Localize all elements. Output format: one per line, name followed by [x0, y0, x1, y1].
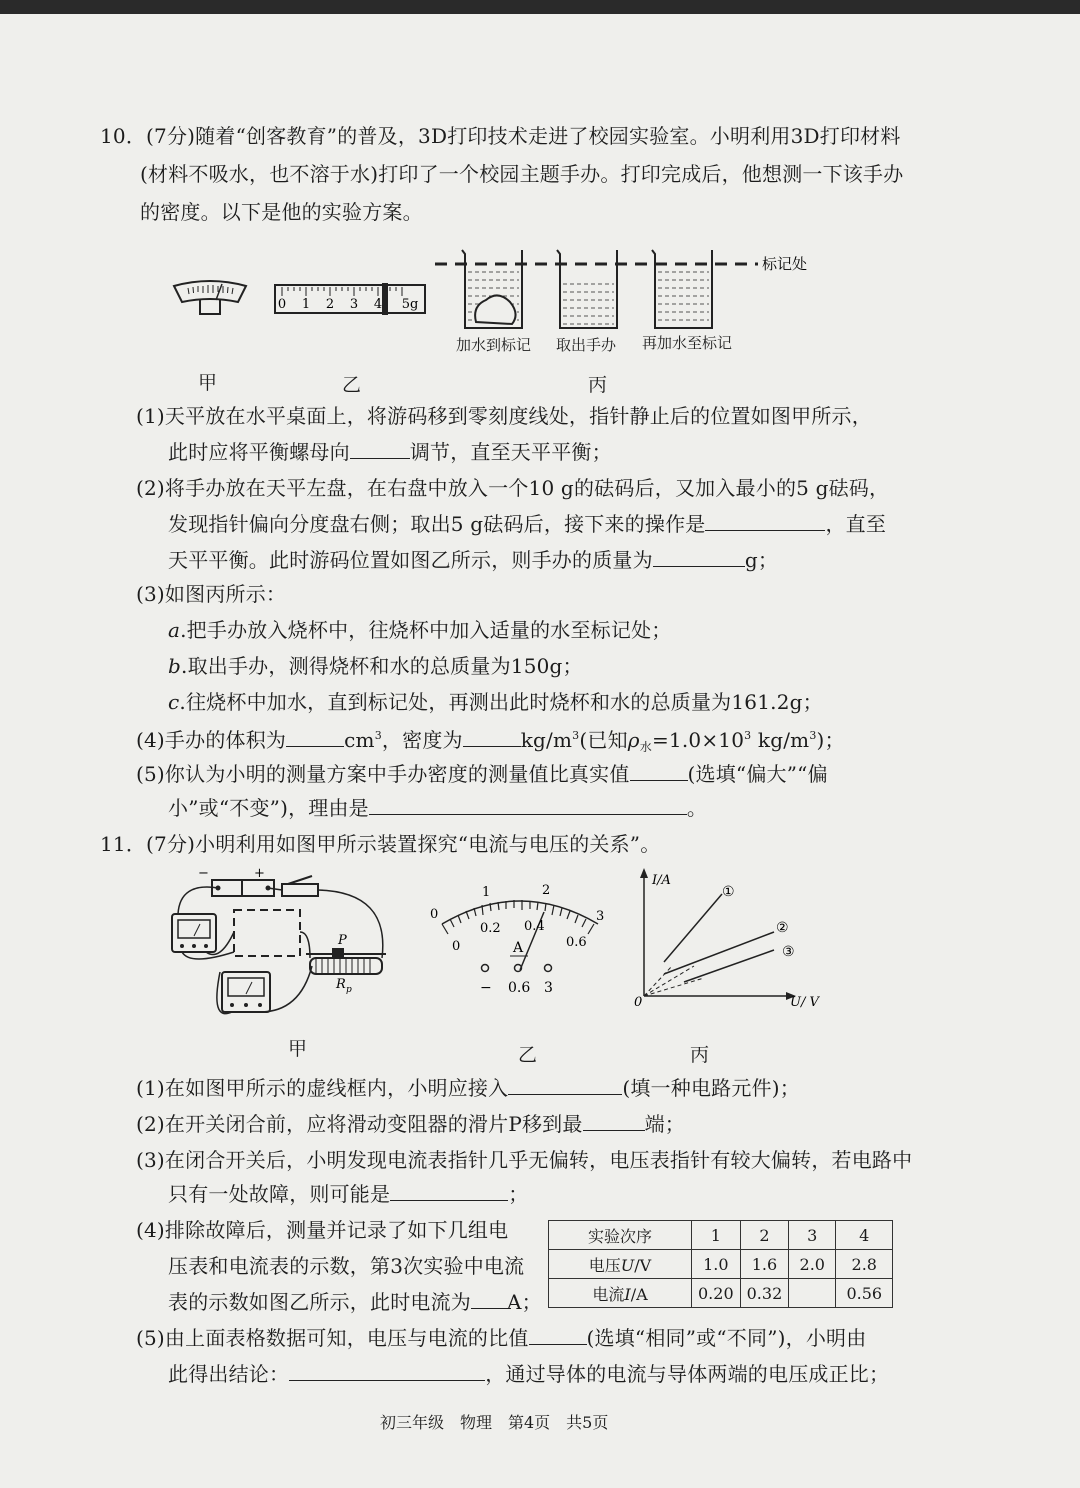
- dial-bottom-tick: 0.2: [480, 921, 501, 936]
- row-label-voltage: 电压U/V: [549, 1250, 692, 1279]
- voltmeter-icon: [222, 972, 270, 1012]
- q10-part2-line2: 发现指针偏向分度盘右侧；取出5 g砝码后，接下来的操作是 ，直至: [168, 512, 887, 536]
- q10-stem-line-2: (材料不吸水，也不溶于水)打印了一个校园主题手办。打印完成后，他想测一下该手办: [140, 162, 904, 186]
- beakers: [435, 250, 807, 328]
- q10-part2-line1: (2)将手办放在天平左盘，在右盘中放入一个10 g的砝码后，又加入最小的5 g砝码，: [136, 476, 890, 500]
- graph-line-label: ③: [782, 944, 795, 960]
- q10-part3: (3)如图丙所示：: [136, 582, 287, 606]
- rheostat-icon: [306, 948, 386, 974]
- answer-blank[interactable]: [463, 726, 521, 747]
- measurement-table: [548, 1220, 893, 1308]
- battery-minus: −: [198, 866, 209, 881]
- page-footer: 初三年级 物理 第4页 共5页: [380, 1413, 609, 1432]
- q10-part3-b: b.取出手办，测得烧杯和水的总质量为150g；: [168, 654, 583, 678]
- beaker-caption-a: 加水到标记: [456, 336, 532, 354]
- ruler-tick-label: 1: [301, 297, 311, 312]
- graph-line-2: [664, 932, 774, 974]
- q10-part2-line3: 天平平衡。此时游码位置如图乙所示，则手办的质量为 g；: [168, 548, 779, 572]
- table-cell: 2.0: [789, 1250, 836, 1279]
- table-row: [549, 1279, 893, 1308]
- table-header: 2: [740, 1221, 789, 1250]
- table-cell: [789, 1279, 836, 1308]
- scan-top-edge: [0, 0, 1080, 14]
- q11-stem: 11．(7分)小明利用如图甲所示装置探究“电流与电压的关系”。: [100, 832, 661, 856]
- switch-icon: [282, 876, 318, 896]
- dial-bottom-tick: 0.6: [566, 935, 587, 950]
- answer-blank[interactable]: [630, 760, 688, 781]
- answer-blank[interactable]: [508, 1074, 622, 1095]
- table-cell: 2.8: [836, 1250, 893, 1279]
- dial-unit: A: [513, 940, 524, 956]
- q11-part4-line1: (4)排除故障后，测量并记录了如下几组电: [136, 1218, 509, 1242]
- q11-part5-line2: 此得出结论： ，通过导体的电流与导体两端的电压成正比；: [168, 1362, 890, 1386]
- q11-fig-label-yi: 乙: [518, 1044, 538, 1066]
- q11-part4-line2: 压表和电流表的示数，第3次实验中电流: [168, 1254, 525, 1278]
- beaker-caption-c: 再加水至标记: [642, 334, 733, 352]
- graph-line-label: ①: [722, 884, 735, 900]
- q11-part2: (2)在开关闭合前，应将滑动变阻器的滑片P移到最 端；: [136, 1112, 685, 1136]
- table-row: [549, 1250, 893, 1279]
- q11-ammeter-dial: [420, 870, 620, 1010]
- q10-stem-line-3: 的密度。以下是他的实验方案。: [140, 200, 423, 224]
- answer-blank[interactable]: [286, 726, 344, 747]
- mark-label: 标记处: [762, 255, 808, 273]
- y-axis-label: I/A: [652, 873, 671, 888]
- rheostat-label: R: [336, 977, 346, 992]
- ruler-tick-label: 3: [349, 297, 359, 312]
- q10-part4: (4)手办的体积为 $cm^3$，密度为 $kg/m^3$(已知$\rho_水=1.0\times 10^3$ $kg/m^3$)；: [136, 728, 845, 754]
- battery-icon: [212, 880, 274, 896]
- answer-blank[interactable]: [653, 546, 745, 567]
- answer-blank[interactable]: [289, 1360, 485, 1381]
- fig-label-yi: 乙: [342, 374, 362, 396]
- q10-part5-line1: (5)你认为小明的测量方案中手办密度的测量值比真实值 (选填“偏大”“偏: [136, 762, 828, 786]
- origin-label: 0: [634, 995, 643, 1010]
- x-axis-label: U/ V: [790, 995, 819, 1010]
- table-cell: 0.20: [692, 1279, 741, 1308]
- row-label-current: 电流I/A: [549, 1279, 692, 1308]
- q10-stem-line-1: 10．(7分)随着“创客教育”的普及，3D打印技术走进了校园实验室。小明利用3D打印材料: [100, 124, 901, 148]
- answer-blank[interactable]: [529, 1324, 587, 1345]
- rheostat-subscript: p: [346, 985, 352, 995]
- answer-blank[interactable]: [705, 510, 825, 531]
- q11-fig-label-bing: 丙: [690, 1044, 710, 1066]
- dial-top-tick: 3: [596, 909, 605, 924]
- battery-plus: +: [254, 866, 265, 881]
- dial-top-tick: 2: [542, 883, 551, 898]
- q11-iu-graph: [624, 866, 834, 1014]
- q11-circuit-figure: [160, 862, 400, 1032]
- terminal-label: −: [480, 980, 492, 996]
- table-cell: 1.6: [740, 1250, 789, 1279]
- graph-line-1: [664, 894, 722, 962]
- q11-part1: (1)在如图甲所示的虚线框内，小明应接入 (填一种电路元件)；: [136, 1076, 800, 1100]
- ruler-tick-label: 2: [325, 297, 335, 312]
- ruler-tick-label: 5g: [401, 297, 419, 312]
- dial-top-tick: 1: [482, 885, 491, 900]
- dashed-component-box: [234, 910, 300, 956]
- slider-label: P: [338, 933, 347, 948]
- answer-blank[interactable]: [471, 1288, 507, 1309]
- dial-bottom-tick: 0.4: [524, 919, 545, 934]
- table-header: 实验次序: [549, 1221, 692, 1250]
- answer-blank[interactable]: [583, 1110, 645, 1131]
- ammeter-icon: [172, 914, 216, 952]
- table-header: 4: [836, 1221, 893, 1250]
- q11-part5-line1: (5)由上面表格数据可知，电压与电流的比值 (选填“相同”或“不同”)，小明由: [136, 1326, 867, 1350]
- table-row: [549, 1221, 893, 1250]
- q10-part1-line1: (1)天平放在水平桌面上，将游码移到零刻度线处，指针静止后的位置如图甲所示，: [136, 404, 872, 428]
- q10-part3-c: c.往烧杯中加水，直到标记处，再测出此时烧杯和水的总质量为161.2g；: [168, 690, 823, 714]
- graph-line-label: ②: [776, 920, 789, 936]
- rider-marker: [382, 283, 388, 315]
- terminal-label: 0.6: [508, 980, 531, 996]
- q11-part3-line2: 只有一处故障，则可能是 ；: [168, 1182, 529, 1206]
- balance-dial-icon: [174, 281, 246, 314]
- beaker-caption-b: 取出手办: [556, 336, 617, 354]
- dial-bottom-tick: 0: [452, 939, 461, 954]
- table-header: 3: [789, 1221, 836, 1250]
- ruler-tick-label: 4: [373, 297, 383, 312]
- rider-ruler: [275, 283, 425, 315]
- table-header: 1: [692, 1221, 741, 1250]
- table-cell: 0.32: [740, 1279, 789, 1308]
- terminal-label: 3: [544, 980, 553, 996]
- q10-part1-line2: 此时应将平衡螺母向 调节，直至天平平衡；: [168, 440, 612, 464]
- q10-part3-a: a.把手办放入烧杯中，往烧杯中加入适量的水至标记处；: [168, 618, 672, 642]
- table-cell: 0.56: [836, 1279, 893, 1308]
- table-cell: 1.0: [692, 1250, 741, 1279]
- q11-part4-line3: 表的示数如图乙所示，此时电流为 A；: [168, 1290, 542, 1314]
- q11-fig-label-jia: 甲: [288, 1038, 308, 1060]
- fig-label-bing: 丙: [588, 374, 608, 396]
- figurine-icon: [475, 295, 515, 324]
- graph-line-3: [684, 950, 774, 982]
- fig-label-jia: 甲: [198, 372, 218, 394]
- answer-blank[interactable]: [350, 438, 410, 459]
- ruler-tick-label: 0: [277, 297, 287, 312]
- dial-top-tick: 0: [430, 907, 439, 922]
- answer-blank[interactable]: [390, 1180, 508, 1201]
- answer-blank[interactable]: [369, 794, 687, 815]
- q10-part5-line2: 小”或“不变”)，理由是 。: [168, 796, 708, 820]
- q11-part3-line1: (3)在闭合开关后，小明发现电流表指针几乎无偏转，电压表指针有较大偏转，若电路中: [136, 1148, 913, 1172]
